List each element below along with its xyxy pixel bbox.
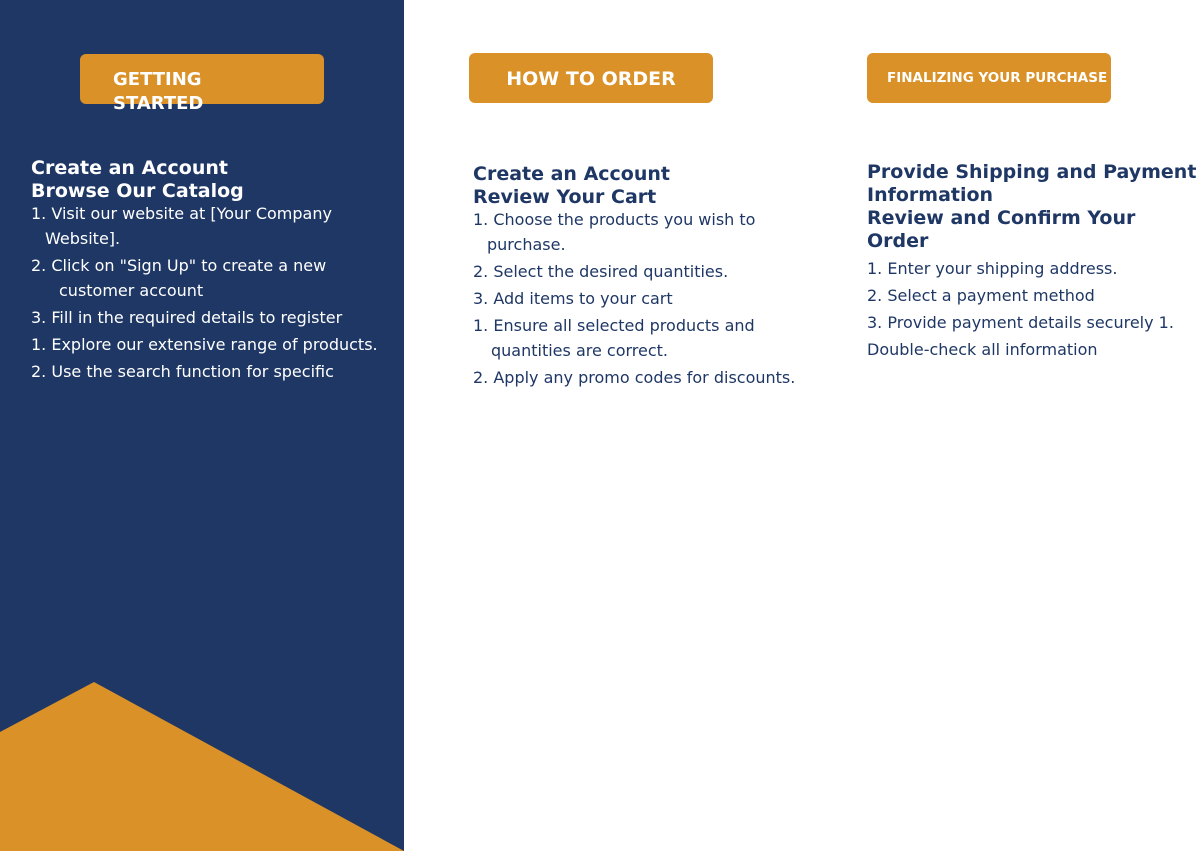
tab-label: HOW TO ORDER	[506, 68, 676, 90]
list-item: 2. Use the search function for specific	[31, 362, 334, 381]
list-item: 1. Enter your shipping address.	[867, 259, 1118, 278]
list-item: 1. Choose the products you wish to purchase.	[473, 210, 756, 254]
list-item: 3. Fill in the required details to register	[31, 308, 343, 327]
list-item: 3. Provide payment details securely 1.	[867, 313, 1174, 332]
heading: Provide Shipping and Payment Information	[867, 161, 1197, 206]
list-item: Double-check all information	[867, 340, 1098, 359]
list-item: 1. Visit our website at [Your Company Website].	[31, 204, 332, 248]
section-tab-finalizing	[867, 53, 1111, 103]
heading: Review Your Cart	[473, 186, 657, 208]
section-finalizing-purchase	[867, 161, 1197, 364]
tab-label: GETTING STARTED	[113, 69, 204, 114]
section-how-to-order	[473, 162, 833, 392]
heading: Browse Our Catalog	[31, 180, 244, 202]
list-item: 2. Click on "Sign Up" to create a new customer account	[31, 256, 327, 300]
left-panel	[0, 0, 404, 851]
section-getting-started	[31, 156, 401, 386]
section-tab-getting-started	[80, 54, 324, 114]
list-item: 2. Select a payment method	[867, 286, 1095, 305]
list-item: 1. Explore our extensive range of products.	[31, 335, 378, 354]
list-item: 2. Apply any promo codes for discounts.	[473, 368, 796, 387]
step-list	[867, 256, 1197, 362]
list-item: 3. Add items to your cart	[473, 289, 673, 308]
list-item: 2. Select the desired quantities.	[473, 262, 729, 281]
heading: Create an Account	[473, 163, 670, 185]
decorative-triangle	[0, 0, 404, 851]
heading: Create an Account	[31, 157, 228, 179]
heading: Review and Confirm Your Order	[867, 207, 1136, 252]
step-list	[473, 207, 833, 390]
section-tab-how-to-order	[469, 53, 713, 103]
list-item: 1. Ensure all selected products and quantities are correct.	[473, 316, 755, 360]
step-list	[31, 201, 401, 384]
tab-label: FINALIZING YOUR PURCHASE	[887, 70, 1108, 86]
